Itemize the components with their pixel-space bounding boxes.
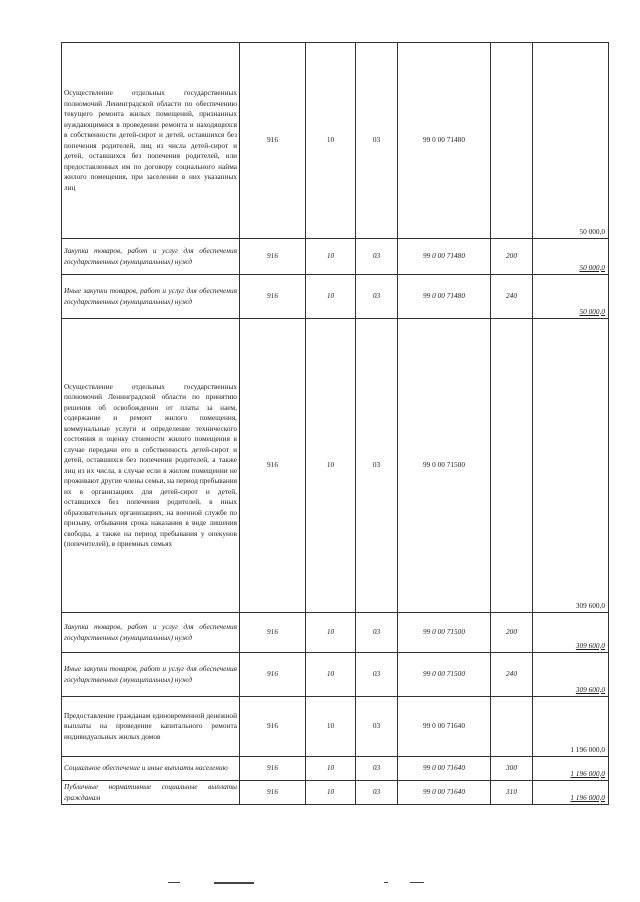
- table-row: [62, 239, 609, 275]
- grbs-code: 916: [240, 653, 306, 697]
- table-row: [62, 319, 609, 613]
- amount-cell: [533, 319, 609, 613]
- table-row: [62, 653, 609, 697]
- expense-type-code: [491, 43, 533, 239]
- subsection-code: 03: [356, 781, 398, 805]
- table-row: [62, 275, 609, 319]
- row-description: Осуществление отдельных государственных полномочий Ленинградской области по обеспечению текущего ремонта жилых помещений, признанных нуждающимися в проведении ремонта и находящихся в собственности детей-сирот и детей, оставшихся без попечения родителей, лиц из числа детей-сирот и детей, оставшихся без попечения родителей, или предоставленных им по договору социального найма жилого помещения, при заселении в них указанных лиц: [62, 43, 240, 239]
- target-article-code: 99 0 00 71480: [398, 43, 491, 239]
- subsection-code: 03: [356, 319, 398, 613]
- table-row: [62, 781, 609, 805]
- section-code: 10: [306, 781, 356, 805]
- subsection-code: 03: [356, 653, 398, 697]
- grbs-code: 916: [240, 613, 306, 653]
- amount-value: 50 000,0: [579, 306, 605, 316]
- amount-cell: [533, 697, 609, 757]
- target-article-code: 99 0 00 71640: [398, 781, 491, 805]
- subsection-code: 03: [356, 757, 398, 781]
- subsection-code: 03: [356, 275, 398, 319]
- table-row: [62, 613, 609, 653]
- row-description: Иные закупки товаров, работ и услуг для обеспечения государственных (муниципальных) нужд: [62, 275, 240, 319]
- target-article-code: 99 0 00 71500: [398, 319, 491, 613]
- scan-marks: [0, 882, 640, 892]
- section-code: 10: [306, 239, 356, 275]
- expense-type-code: 200: [491, 239, 533, 275]
- amount-cell: [533, 781, 609, 805]
- amount-value: 1 196 000,0: [570, 744, 605, 754]
- amount-cell: [533, 43, 609, 239]
- table-row: [62, 697, 609, 757]
- section-code: 10: [306, 319, 356, 613]
- section-code: 10: [306, 275, 356, 319]
- section-code: 10: [306, 43, 356, 239]
- grbs-code: 916: [240, 697, 306, 757]
- amount-cell: [533, 757, 609, 781]
- section-code: 10: [306, 757, 356, 781]
- grbs-code: 916: [240, 43, 306, 239]
- row-description: Социальное обеспечение и иные выплаты населению: [62, 757, 240, 781]
- grbs-code: 916: [240, 239, 306, 275]
- amount-value: 50 000,0: [579, 262, 605, 272]
- expense-type-code: [491, 319, 533, 613]
- amount-cell: [533, 653, 609, 697]
- amount-value: 309 600,0: [575, 600, 605, 610]
- grbs-code: 916: [240, 781, 306, 805]
- amount-value: 309 600,0: [575, 640, 605, 650]
- row-description: Предоставление гражданам единовременной денежной выплаты на проведение капитального ремонта индивидуальных жилых домов: [62, 697, 240, 757]
- row-description: Закупка товаров, работ и услуг для обеспечения государственных (муниципальных) нужд: [62, 239, 240, 275]
- expense-type-code: [491, 697, 533, 757]
- target-article-code: 99 0 00 71480: [398, 275, 491, 319]
- subsection-code: 03: [356, 613, 398, 653]
- section-code: 10: [306, 697, 356, 757]
- table-row: [62, 43, 609, 239]
- grbs-code: 916: [240, 275, 306, 319]
- scan-mark: [384, 882, 388, 883]
- row-description: Осуществление отдельных государственных полномочий Ленинградской области по принятию решения об освобождении от платы за наем, содержание и ремонт жилого помещения, коммунальные услуги и определение технического состояния и оценку стоимости жилого помещения в случае передачи его в собственность детей-сирот и детей, оставшихся без попечения родителей, а также лиц из их числа, в случае если в жилом помещении не проживают другие члены семьи, на период пребывания их в организациях для детей-сирот и детей, оставшихся без попечения родителей, в иных образовательных организациях, на военной службе по призыву, отбывания срока наказания в виде лишения свободы, а также на период пребывания у опекунов (попечителей), в приемных семьях: [62, 319, 240, 613]
- expense-type-code: 240: [491, 275, 533, 319]
- subsection-code: 03: [356, 697, 398, 757]
- table-row: [62, 757, 609, 781]
- grbs-code: 916: [240, 757, 306, 781]
- subsection-code: 03: [356, 43, 398, 239]
- amount-cell: [533, 239, 609, 275]
- expense-type-code: 240: [491, 653, 533, 697]
- subsection-code: 03: [356, 239, 398, 275]
- expense-type-code: 310: [491, 781, 533, 805]
- expense-type-code: 300: [491, 757, 533, 781]
- amount-cell: [533, 275, 609, 319]
- target-article-code: 99 0 00 71640: [398, 697, 491, 757]
- amount-value: 50 000,0: [579, 226, 605, 236]
- section-code: 10: [306, 613, 356, 653]
- amount-cell: [533, 613, 609, 653]
- row-description: Публичные нормативные социальные выплаты гражданам: [62, 781, 240, 805]
- grbs-code: 916: [240, 319, 306, 613]
- amount-value: 1 196 000,0: [570, 768, 605, 778]
- expense-type-code: 200: [491, 613, 533, 653]
- amount-value: 309 600,0: [575, 684, 605, 694]
- row-description: Закупка товаров, работ и услуг для обеспечения государственных (муниципальных) нужд: [62, 613, 240, 653]
- amount-value: 1 196 000,0: [570, 792, 605, 802]
- target-article-code: 99 0 00 71500: [398, 613, 491, 653]
- budget-table: [61, 42, 609, 805]
- scan-mark: [410, 882, 424, 883]
- target-article-code: 99 0 00 71500: [398, 653, 491, 697]
- scan-mark: [168, 882, 180, 883]
- section-code: 10: [306, 653, 356, 697]
- target-article-code: 99 0 00 71640: [398, 757, 491, 781]
- row-description: Иные закупки товаров, работ и услуг для обеспечения государственных (муниципальных) нужд: [62, 653, 240, 697]
- scan-mark: [214, 882, 254, 884]
- target-article-code: 99 0 00 71480: [398, 239, 491, 275]
